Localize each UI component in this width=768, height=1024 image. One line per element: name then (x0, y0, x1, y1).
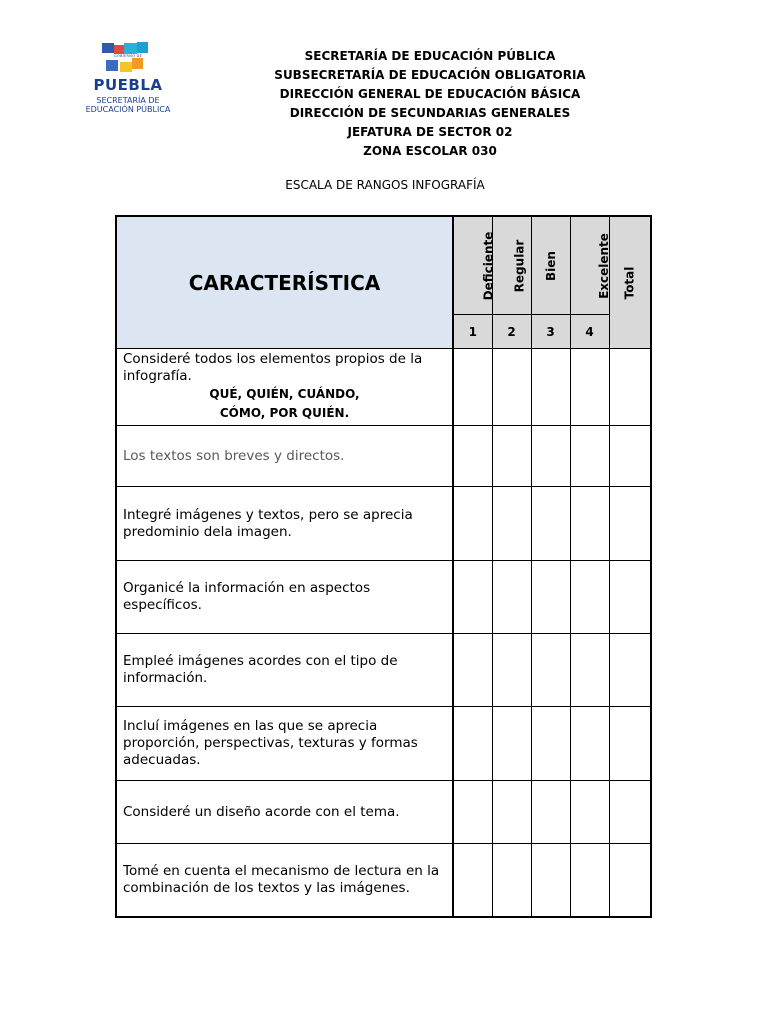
score-cell[interactable] (531, 707, 570, 781)
level-header-bien: Bien (531, 216, 570, 315)
score-cell[interactable] (492, 487, 531, 561)
level-header-regular: Regular (492, 216, 531, 315)
logo-small-text: GOBIERNO DE (113, 54, 143, 58)
score-cell[interactable] (492, 561, 531, 634)
level-number: 1 (453, 315, 492, 349)
total-header: Total (609, 216, 651, 349)
score-cell[interactable] (453, 487, 492, 561)
level-number: 3 (531, 315, 570, 349)
score-cell[interactable] (531, 561, 570, 634)
criterion-cell: Incluí imágenes en las que se aprecia proporción, perspectivas, texturas y formas adecuadas. (116, 707, 453, 781)
table-row (116, 634, 651, 707)
score-cell[interactable] (531, 426, 570, 487)
criterion-cell: Empleé imágenes acordes con el tipo de información. (116, 634, 453, 707)
total-cell[interactable] (609, 561, 651, 634)
table-row (116, 426, 651, 487)
score-cell[interactable] (570, 561, 609, 634)
total-cell[interactable] (609, 426, 651, 487)
logo-line-2: EDUCACIÓN PÚBLICA (85, 105, 171, 114)
score-cell[interactable] (570, 707, 609, 781)
header-line: SUBSECRETARÍA DE EDUCACIÓN OBLIGATORIA (274, 68, 586, 82)
header-line: DIRECCIÓN GENERAL DE EDUCACIÓN BÁSICA (279, 87, 581, 101)
table-row (116, 487, 651, 561)
score-cell[interactable] (492, 844, 531, 917)
score-cell[interactable] (531, 487, 570, 561)
total-cell[interactable] (609, 487, 651, 561)
score-cell[interactable] (453, 844, 492, 917)
criterion-cell: Tomé en cuenta el mecanismo de lectura en la combinación de los textos y las imágenes. (116, 844, 453, 917)
total-cell[interactable] (609, 349, 651, 426)
score-cell[interactable] (570, 781, 609, 844)
score-cell[interactable] (492, 634, 531, 707)
score-cell[interactable] (492, 349, 531, 426)
score-cell[interactable] (531, 634, 570, 707)
total-cell[interactable] (609, 844, 651, 917)
criterion-cell: Organicé la información en aspectos específicos. (116, 561, 453, 634)
total-cell[interactable] (609, 634, 651, 707)
criterion-subtext: CÓMO, POR QUIÉN. (219, 406, 350, 420)
score-cell[interactable] (492, 707, 531, 781)
score-cell[interactable] (453, 634, 492, 707)
score-cell[interactable] (570, 487, 609, 561)
score-cell[interactable] (531, 349, 570, 426)
table-row (116, 349, 651, 426)
score-cell[interactable] (453, 561, 492, 634)
score-cell[interactable] (570, 426, 609, 487)
total-cell[interactable] (609, 707, 651, 781)
score-cell[interactable] (453, 781, 492, 844)
rubric-table (115, 215, 652, 918)
characteristic-header: CARACTERÍSTICA (116, 216, 453, 349)
criterion-cell: Los textos son breves y directos. (116, 426, 453, 487)
header-line: JEFATURA DE SECTOR 02 (347, 125, 513, 139)
table-row (116, 707, 651, 781)
total-cell[interactable] (609, 781, 651, 844)
score-cell[interactable] (570, 634, 609, 707)
table-row (116, 844, 651, 917)
table-row (116, 561, 651, 634)
header-line: DIRECCIÓN DE SECUNDARIAS GENERALES (289, 106, 571, 120)
score-cell[interactable] (531, 781, 570, 844)
document-header (160, 47, 700, 161)
score-cell[interactable] (453, 349, 492, 426)
score-cell[interactable] (531, 844, 570, 917)
document-subtitle: ESCALA DE RANGOS INFOGRAFÍA (285, 178, 485, 192)
criterion-subtext: QUÉ, QUIÉN, CUÁNDO, (209, 387, 360, 401)
logo-brand: PUEBLA (93, 76, 163, 94)
criterion-cell: Consideré un diseño acorde con el tema. (116, 781, 453, 844)
logo-line-1: SECRETARÍA DE (96, 96, 160, 105)
score-cell[interactable] (492, 426, 531, 487)
criterion-cell: Integré imágenes y textos, pero se aprecia predominio dela imagen. (116, 487, 453, 561)
score-cell[interactable] (570, 349, 609, 426)
score-cell[interactable] (492, 781, 531, 844)
score-cell[interactable] (570, 844, 609, 917)
criterion-text: Consideré todos los elementos propios de la infografía. (123, 351, 423, 384)
header-line: ZONA ESCOLAR 030 (363, 144, 497, 158)
criterion-cell (116, 349, 453, 426)
level-header-excelente: Excelente (570, 216, 609, 315)
level-number: 4 (570, 315, 609, 349)
score-cell[interactable] (453, 707, 492, 781)
table-row (116, 781, 651, 844)
level-header-deficiente: Deficiente (453, 216, 492, 315)
header-line: SECRETARÍA DE EDUCACIÓN PÚBLICA (304, 49, 556, 63)
score-cell[interactable] (453, 426, 492, 487)
level-number: 2 (492, 315, 531, 349)
